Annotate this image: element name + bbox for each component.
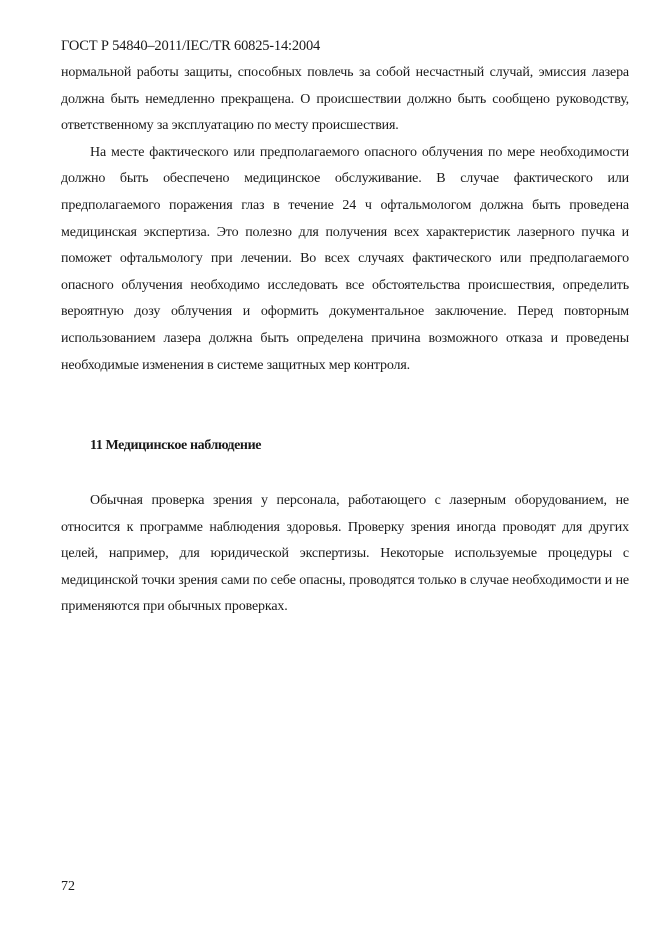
body-text	[61, 60, 629, 379]
page-number: 72	[61, 879, 75, 894]
section-body	[61, 488, 629, 621]
paragraph-medical-care: На месте фактического или предполагаемого опасного облучения по мере необходимости должно быть обеспечено медицинское обслуживание. В случае фактического или предполагаемого поражения глаз в течение 24 ч офтальмологом должна быть проведена медицинская экспертиза. Это полезно для получения всех характеристик лазерного пучка и поможет офтальмологу при лечении. Во всех случаях фактического или предполагаемого опасного облучения необходимо исследовать все обстоятельства происшествия, определить вероятную дозу облучения и оформить документальное заключение. Перед повторным использованием лазера должна быть определена причина возможного отказа и проведены необходимые изменения в системе защитных мер контроля.	[61, 144, 629, 373]
paragraph-vision-check: Обычная проверка зрения у персонала, работающего с лазерным оборудованием, не относится к программе наблюдения здоровья. Проверку зрения иногда проводят для других целей, например, для юридической экспертизы. Некоторые используемые процедуры с медицинской точки зрения сами по себе опасны, проводятся только в случае необходимости и не применяются при обычных проверках.	[61, 493, 629, 615]
document-header: ГОСТ Р 54840–2011/IEC/TR 60825-14:2004	[61, 38, 321, 54]
paragraph-continuation: нормальной работы защиты, способных повлечь за собой несчастный случай, эмиссия лазера должна быть немедленно прекращена. О происшествии должно быть сообщено руководству, ответственному за эксплуатацию по месту происшествия.	[61, 65, 629, 134]
section-heading: 11 Медицинское наблюдение	[90, 438, 262, 453]
